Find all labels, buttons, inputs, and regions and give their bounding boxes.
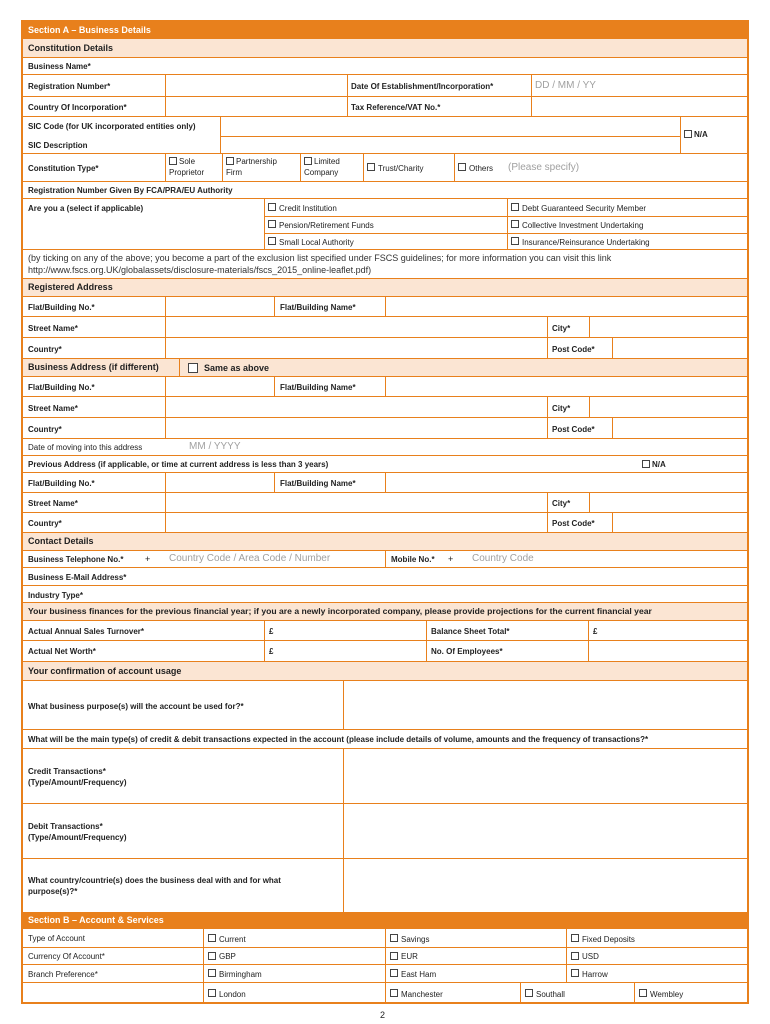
sic-code-row (23, 117, 747, 136)
registered-address-header: Registered Address (23, 279, 747, 297)
divider (203, 965, 204, 982)
reg-flat-name-label: Flat/Building Name* (280, 303, 356, 312)
email-row (23, 568, 747, 586)
divider (347, 75, 348, 96)
telephone-row (23, 551, 747, 568)
divider (274, 473, 275, 492)
debit-tx-input[interactable] (343, 804, 344, 858)
credit-tx-input[interactable] (343, 749, 344, 803)
bus-post-code-input[interactable] (612, 418, 613, 438)
mobile-plus: + (448, 554, 454, 564)
divider (300, 154, 301, 181)
limited-company-checkbox[interactable] (304, 157, 312, 165)
reg-country-input[interactable] (165, 338, 166, 358)
bus-country-row (23, 418, 747, 439)
bus-flat-no-label: Flat/Building No.* (28, 383, 95, 392)
reg-street-input[interactable] (165, 317, 166, 337)
business-name-label: Business Name* (28, 62, 91, 71)
prev-flat-no-label: Flat/Building No.* (28, 479, 95, 488)
reg-flat-name-input[interactable] (385, 297, 386, 316)
fca-registration-label: Registration Number Given By FCA/PRA/EU Authority (28, 186, 233, 195)
prev-flat-no-input[interactable] (165, 473, 166, 492)
prev-flat-name-label: Flat/Building Name* (280, 479, 356, 488)
trust-charity-label: Trust/Charity (378, 164, 424, 173)
sic-code-label: SIC Code (for UK incorporated entities only) (28, 122, 196, 131)
section-b-header: Section B – Account & Services (23, 912, 747, 929)
debit-tx-sublabel: (Type/Amount/Frequency) (28, 833, 127, 842)
mobile-placeholder[interactable]: Country Code (472, 553, 534, 564)
credit-institution-label: Credit Institution (279, 204, 337, 213)
annual-sales-input[interactable] (264, 621, 265, 640)
divider (426, 641, 427, 661)
business-address-header (23, 359, 747, 377)
bus-country-input[interactable] (165, 418, 166, 438)
currency-row (23, 948, 747, 965)
others-specify-placeholder[interactable]: (Please specify) (508, 162, 580, 173)
country-deal-row (23, 859, 747, 912)
bus-street-input[interactable] (165, 397, 166, 417)
southall-label: Southall (536, 990, 565, 999)
divider (385, 929, 386, 947)
bus-flat-name-input[interactable] (385, 377, 386, 396)
divider (566, 929, 567, 947)
harrow-checkbox[interactable] (571, 969, 579, 977)
divider (264, 199, 265, 249)
prev-flat-name-input[interactable] (385, 473, 386, 492)
same-as-above-label: Same as above (204, 363, 270, 373)
firm-label: Firm (226, 168, 242, 177)
credit-tx-label: Credit Transactions* (28, 767, 106, 776)
net-worth-pound: £ (269, 647, 274, 656)
employees-input[interactable] (588, 641, 589, 661)
london-checkbox[interactable] (208, 989, 216, 997)
partnership-label: Partnership (236, 157, 277, 166)
date-of-establishment-input[interactable] (531, 75, 532, 96)
divider (520, 983, 521, 1004)
eur-label: EUR (401, 952, 418, 961)
current-label: Current (219, 935, 246, 944)
are-you-a-row (23, 199, 747, 250)
insurance-checkbox[interactable] (511, 237, 519, 245)
divider (222, 154, 223, 181)
purpose-input[interactable] (343, 681, 344, 729)
sales-row (23, 621, 747, 641)
debit-tx-label: Debit Transactions* (28, 822, 103, 831)
divider (347, 97, 348, 116)
small-local-authority-checkbox[interactable] (268, 237, 276, 245)
fca-registration-row (23, 182, 747, 199)
country-deal-label: What country/countrie(s) does the business deal with and for what (28, 876, 281, 885)
proprietor-label: Proprietor (169, 168, 205, 177)
insurance-label: Insurance/Reinsurance Undertaking (522, 238, 650, 247)
bus-city-label: City* (552, 404, 571, 413)
balance-sheet-input[interactable] (588, 621, 589, 640)
london-label: London (219, 990, 246, 999)
pension-label: Pension/Retirement Funds (279, 221, 374, 230)
sole-proprietor-checkbox[interactable] (169, 157, 177, 165)
main-types-row (23, 730, 747, 749)
divider (203, 929, 204, 947)
prev-street-row (23, 493, 747, 513)
reg-post-code-label: Post Code* (552, 345, 595, 354)
divider (363, 154, 364, 181)
industry-type-label: Industry Type* (28, 591, 83, 600)
are-you-a-label: Are you a (select if applicable) (28, 204, 144, 213)
small-local-authority-label: Small Local Authority (279, 238, 354, 247)
gbp-checkbox[interactable] (208, 952, 216, 960)
business-email-label: Business E-Mail Address* (28, 573, 127, 582)
savings-label: Savings (401, 935, 430, 944)
fixed-deposits-checkbox[interactable] (571, 934, 579, 942)
trust-charity-checkbox[interactable] (367, 163, 375, 171)
eur-checkbox[interactable] (390, 952, 398, 960)
date-of-establishment-label: Date Of Establishment/Incorporation* (351, 82, 494, 91)
sic-description-input[interactable] (220, 136, 221, 153)
previous-address-na-label: N/A (652, 460, 666, 469)
date-moving-row (23, 439, 747, 456)
constitution-type-row (23, 154, 747, 182)
divider (274, 377, 275, 396)
divider (634, 983, 635, 1004)
industry-row (23, 586, 747, 603)
divider (165, 154, 166, 181)
divider (385, 551, 386, 567)
fixed-deposits-label: Fixed Deposits (582, 935, 635, 944)
southall-checkbox[interactable] (525, 989, 533, 997)
telephone-plus: + (145, 554, 151, 564)
divider (426, 621, 427, 640)
account-type-row (23, 929, 747, 948)
tax-reference-label: Tax Reference/VAT No.* (351, 103, 441, 112)
branch-row-2 (23, 983, 747, 1004)
partnership-firm-checkbox[interactable] (226, 157, 234, 165)
east-ham-label: East Ham (401, 970, 437, 979)
date-moving-label: Date of moving into this address (28, 443, 143, 452)
usd-label: USD (582, 952, 599, 961)
section-a-header: Section A – Business Details (23, 22, 747, 39)
net-worth-label: Actual Net Worth* (28, 647, 96, 656)
telephone-placeholder[interactable]: Country Code / Area Code / Number (169, 553, 331, 564)
employees-label: No. Of Employees* (431, 647, 503, 656)
divider (507, 199, 508, 249)
reg-country-label: Country* (28, 345, 62, 354)
others-label: Others (469, 164, 494, 173)
registration-number-label: Registration Number* (28, 82, 111, 91)
prev-post-code-label: Post Code* (552, 519, 595, 528)
debt-guaranteed-checkbox[interactable] (511, 203, 519, 211)
debit-tx-row (23, 804, 747, 859)
prev-flat-row (23, 473, 747, 493)
bus-flat-name-label: Flat/Building Name* (280, 383, 356, 392)
prev-street-input[interactable] (165, 493, 166, 512)
prev-post-code-input[interactable] (612, 513, 613, 532)
credit-tx-row (23, 749, 747, 804)
limited-label: Limited (314, 157, 340, 166)
sic-na-checkbox[interactable] (684, 130, 692, 138)
country-of-incorporation-input[interactable] (165, 97, 166, 116)
annual-sales-label: Actual Annual Sales Turnover* (28, 627, 145, 636)
credit-institution-checkbox[interactable] (268, 203, 276, 211)
balance-sheet-label: Balance Sheet Total* (431, 627, 510, 636)
sic-na-label: N/A (694, 130, 708, 139)
sic-description-label: SIC Description (28, 141, 88, 150)
gbp-label: GBP (219, 952, 236, 961)
prev-city-input[interactable] (589, 493, 590, 512)
reg-street-row (23, 317, 747, 338)
bus-flat-no-input[interactable] (165, 377, 166, 396)
date-placeholder: DD / MM / YY (535, 80, 596, 91)
contact-details-header: Contact Details (23, 533, 747, 551)
country-of-incorporation-label: Country Of Incorporation* (28, 103, 127, 112)
confirmation-header: Your confirmation of account usage (23, 662, 747, 681)
page-number: 2 (380, 1010, 386, 1020)
divider (385, 983, 386, 1004)
prev-street-label: Street Name* (28, 499, 78, 508)
wembley-label: Wembley (650, 990, 684, 999)
birmingham-checkbox[interactable] (208, 969, 216, 977)
net-worth-row (23, 641, 747, 662)
bus-street-label: Street Name* (28, 404, 78, 413)
reg-country-row (23, 338, 747, 359)
fscs-note-row (23, 250, 747, 279)
company-label: Company (304, 168, 339, 177)
previous-address-na-checkbox[interactable] (642, 460, 650, 468)
harrow-label: Harrow (582, 970, 608, 979)
prev-country-label: Country* (28, 519, 62, 528)
bus-country-label: Country* (28, 425, 62, 434)
manchester-label: Manchester (401, 990, 443, 999)
annual-sales-pound: £ (269, 627, 274, 636)
reg-city-input[interactable] (589, 317, 590, 337)
divider (454, 154, 455, 181)
registration-number-input[interactable] (165, 75, 166, 96)
prev-country-row (23, 513, 747, 533)
bus-flat-row (23, 377, 747, 397)
reg-city-label: City* (552, 324, 571, 333)
credit-tx-sublabel: (Type/Amount/Frequency) (28, 778, 127, 787)
divider (566, 948, 567, 964)
constitution-type-label: Constitution Type* (28, 164, 99, 173)
currency-label: Currency Of Account* (28, 952, 105, 961)
divider (566, 965, 567, 982)
divider (547, 338, 548, 358)
reg-street-label: Street Name* (28, 324, 78, 333)
branch-row-1 (23, 965, 747, 983)
divider (203, 948, 204, 964)
sole-label: Sole (179, 157, 196, 166)
date-moving-placeholder[interactable]: MM / YYYY (189, 441, 241, 452)
previous-address-label: Previous Address (if applicable, or time at current address is less than 3 years) (28, 460, 329, 469)
divider (274, 297, 275, 316)
net-worth-input[interactable] (264, 641, 265, 661)
savings-checkbox[interactable] (390, 934, 398, 942)
divider (547, 397, 548, 417)
divider (547, 493, 548, 512)
country-deal-label-2: purpose(s)?* (28, 887, 78, 896)
reg-flat-no-label: Flat/Building No.* (28, 303, 95, 312)
bus-street-row (23, 397, 747, 418)
east-ham-checkbox[interactable] (390, 969, 398, 977)
bus-city-input[interactable] (589, 397, 590, 417)
sic-code-input[interactable] (220, 117, 221, 136)
business-address-title: Business Address (if different) (28, 362, 159, 372)
fscs-note-link[interactable]: http://www.fscs.org.UK/globalassets/disclosure-materials/fscs_2015_online-leaflet.pdf) (28, 265, 372, 275)
divider (547, 418, 548, 438)
prev-country-input[interactable] (165, 513, 166, 532)
debt-guaranteed-label: Debt Guaranteed Security Member (522, 204, 647, 213)
divider (547, 317, 548, 337)
branch-preference-label: Branch Preference* (28, 970, 98, 979)
finances-header: Your business finances for the previous financial year; if you are a newly incorporated company, please provide projections for the current financial year (23, 603, 747, 621)
application-form (21, 20, 749, 1004)
mobile-label: Mobile No.* (391, 555, 435, 564)
type-of-account-label: Type of Account (28, 934, 85, 943)
registration-row (23, 75, 747, 97)
country-incorporation-row (23, 97, 747, 117)
divider (203, 983, 204, 1004)
divider (385, 965, 386, 982)
reg-post-code-input[interactable] (612, 338, 613, 358)
reg-flat-no-input[interactable] (165, 297, 166, 316)
birmingham-label: Birmingham (219, 970, 262, 979)
constitution-details-header: Constitution Details (23, 39, 747, 58)
divider (547, 513, 548, 532)
collective-investment-label: Collective Investment Undertaking (522, 221, 644, 230)
business-name-row (23, 58, 747, 75)
previous-address-row (23, 456, 747, 473)
tax-reference-input[interactable] (531, 97, 532, 116)
others-checkbox[interactable] (458, 163, 466, 171)
bus-post-code-label: Post Code* (552, 425, 595, 434)
fscs-note-line-1: (by ticking on any of the above; you become a part of the exclusion list specified under FSCS guidelines; for more information you can visit this link (28, 253, 612, 263)
business-telephone-label: Business Telephone No.* (28, 555, 124, 564)
manchester-checkbox[interactable] (390, 989, 398, 997)
main-types-label: What will be the main type(s) of credit & debit transactions expected in the account (please include details of volume, amounts and the frequency of transactions?* (28, 735, 649, 744)
current-account-checkbox[interactable] (208, 934, 216, 942)
purpose-label: What business purpose(s) will the account be used for?* (28, 702, 244, 711)
pension-checkbox[interactable] (268, 220, 276, 228)
wembley-checkbox[interactable] (639, 989, 647, 997)
country-deal-input[interactable] (343, 859, 344, 912)
collective-investment-checkbox[interactable] (511, 220, 519, 228)
sic-description-row (23, 136, 747, 154)
purpose-row (23, 681, 747, 730)
usd-checkbox[interactable] (571, 952, 579, 960)
same-as-above-checkbox[interactable] (188, 363, 198, 373)
divider (385, 948, 386, 964)
prev-city-label: City* (552, 499, 571, 508)
balance-sheet-pound: £ (593, 627, 598, 636)
reg-flat-row (23, 297, 747, 317)
